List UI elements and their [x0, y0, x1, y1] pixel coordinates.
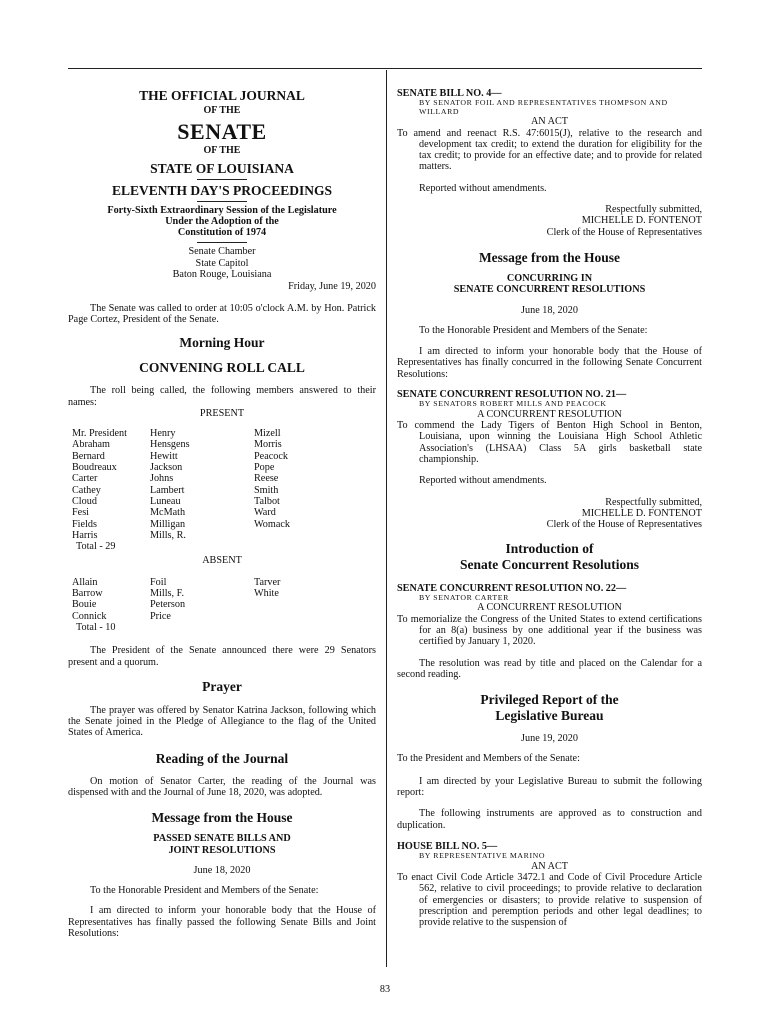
member-name: Mr. President: [72, 428, 127, 440]
member-name: Peacock: [254, 450, 288, 462]
session-date: Friday, June 19, 2020: [288, 281, 376, 293]
message-salutation: To the Honorable President and Members of the Senate:: [90, 885, 319, 897]
member-name: Connick: [72, 610, 107, 622]
member-name: Cathey: [72, 484, 101, 496]
member-name: Mills, F.: [150, 588, 185, 600]
member-name: Henry: [150, 428, 176, 440]
clerk-title-2: Clerk of the House of Representatives: [546, 519, 702, 531]
session-line-3: Constitution of 1974: [177, 227, 267, 239]
title-rule: [197, 179, 247, 180]
called-to-order: The Senate was called to order at 10:05 o'clock A.M. by Hon. Patrick Page Cortez, President of the Senate.: [68, 302, 376, 325]
scr21-text: To commend the Lady Tigers of Benton High School in Benton, Louisiana, upon winning the Louisiana High School Athletic Association's (LHSAA) Class 5A girls basketball state championship.: [397, 420, 702, 466]
scr22-read: The resolution was read by title and placed on the Calendar for a second reading.: [397, 657, 702, 680]
message2-subheading-1: CONCURRING IN: [506, 272, 593, 284]
member-name: Barrow: [72, 588, 103, 600]
sb4-author: BY SENATOR FOIL AND REPRESENTATIVES THOMPSON AND WILLARD: [419, 98, 668, 116]
title-rule-3: [197, 242, 247, 243]
journal-title: THE OFFICIAL JOURNAL: [139, 88, 305, 103]
place-line-1: Senate Chamber: [188, 246, 256, 258]
right-column: [397, 88, 702, 928]
journal-of-the: OF THE: [203, 105, 241, 116]
page-number: 83: [379, 984, 391, 995]
scr22-author: BY SENATOR CARTER: [419, 592, 509, 602]
member-name: Talbot: [254, 495, 280, 507]
member-name: [254, 599, 354, 610]
heading-morning-hour: Morning Hour: [179, 335, 265, 351]
member-name: Smith: [254, 484, 279, 496]
privileged-body-2: The following instruments are approved as to construction and duplication.: [397, 808, 702, 831]
scr21-author: BY SENATORS ROBERT MILLS AND PEACOCK: [419, 399, 607, 409]
message2-body: I am directed to inform your honorable body that the House of Representatives has finally concurred in the following Senate Concurrent Resolutions:: [397, 346, 702, 380]
member-name: Boudreaux: [72, 462, 117, 474]
member-name: Bouie: [72, 599, 97, 611]
member-name: White: [254, 588, 279, 600]
member-name: Allain: [72, 576, 98, 588]
present-label: PRESENT: [199, 407, 245, 419]
absent-label: ABSENT: [202, 555, 242, 567]
member-name: Mills, R.: [150, 529, 186, 541]
absent-total: Total - 10: [76, 621, 116, 633]
title-rule-2: [197, 201, 247, 202]
hb5-act: AN ACT: [530, 860, 569, 872]
scr22-title: SENATE CONCURRENT RESOLUTION NO. 22—: [397, 582, 627, 594]
member-name: Johns: [150, 473, 174, 485]
member-name: Lambert: [150, 484, 185, 496]
member-name: Pope: [254, 462, 275, 474]
member-name: Ward: [254, 507, 276, 519]
session-line-2: Under the Adoption of the: [165, 215, 279, 227]
respectfully-submitted-1: Respectfully submitted,: [605, 204, 702, 216]
respectfully-submitted-2: Respectfully submitted,: [605, 496, 702, 508]
privileged-salutation: To the President and Members of the Senate:: [397, 753, 580, 765]
member-name: Mizell: [254, 428, 281, 440]
present-total: Total - 29: [76, 541, 116, 553]
privileged-body: I am directed by your Legislative Bureau to submit the following report:: [397, 775, 702, 798]
member-name: [254, 611, 354, 622]
reading-text: On motion of Senator Carter, the reading of the Journal was dispensed with and the Journal of June 18, 2020, was adopted.: [68, 775, 376, 798]
journal-state: STATE OF LOUISIANA: [150, 160, 294, 176]
hb5-author: BY REPRESENTATIVE MARINO: [419, 851, 546, 861]
member-name: Morris: [254, 439, 282, 451]
member-name: Luneau: [150, 495, 181, 507]
hb5-title: HOUSE BILL NO. 5—: [397, 840, 498, 852]
message-body: I am directed to inform your honorable body that the House of Representatives has finally passed the following Senate Bills and Joint Resolutions:: [68, 905, 376, 940]
journal-of-the-2: OF THE: [203, 145, 241, 157]
member-name: Fields: [72, 518, 97, 530]
member-name: Carter: [72, 473, 98, 485]
message2-subheading-2: SENATE CONCURRENT RESOLUTIONS: [453, 284, 646, 296]
heading-privileged-report-2: Legislative Bureau: [495, 708, 604, 724]
clerk-name-2: MICHELLE D. FONTENOT: [581, 507, 702, 519]
privileged-date: June 19, 2020: [521, 733, 578, 745]
sb4-title: SENATE BILL NO. 4—: [397, 88, 502, 99]
prayer-text: The prayer was offered by Senator Katrina Jackson, following which the Senate joined in the Pledge of Allegiance to the flag of the United States of America.: [68, 704, 376, 739]
place-line-3: Baton Rouge, Louisiana: [172, 269, 272, 281]
sb4-act: AN ACT: [530, 116, 569, 128]
top-rule: [68, 68, 702, 69]
member-name: Cloud: [72, 495, 97, 507]
journal-senate: SENATE: [177, 119, 267, 145]
heading-roll-call: CONVENING ROLL CALL: [139, 360, 305, 376]
message2-salutation: To the Honorable President and Members of the Senate:: [419, 324, 648, 336]
absent-members: [68, 577, 376, 622]
hb5-text: To enact Civil Code Article 3472.1 and Code of Civil Procedure Article 562, relative to civil proceedings; to provide relative to declaration of emergencies or disasters; to provide relative to suspension of prescription and peremption periods and other legal deadlines; to provide relative to the suspension of: [397, 871, 702, 929]
member-name: Reese: [254, 473, 279, 485]
message2-date: June 18, 2020: [521, 304, 578, 316]
sb4-text: To amend and reenact R.S. 47:6015(J), relative to the research and development tax credit; to extend the duration for eligibility for the tax credit; to provide for an effective date; and to provide for related matters.: [397, 127, 702, 173]
place-line-2: State Capitol: [195, 257, 249, 269]
sb4-reported: Reported without amendments.: [419, 182, 547, 194]
roll-intro: The roll being called, the following members answered to their names:: [68, 385, 376, 408]
member-name: Womack: [254, 518, 290, 530]
member-name: Hensgens: [150, 439, 190, 451]
member-name: McMath: [150, 507, 186, 519]
clerk-title-1: Clerk of the House of Representatives: [546, 226, 702, 238]
member-name: Milligan: [150, 518, 186, 530]
proceedings-day: ELEVENTH DAY'S PROCEEDINGS: [111, 182, 333, 198]
heading-message-house: Message from the House: [151, 810, 293, 826]
present-members: [68, 428, 376, 541]
member-name: Peterson: [150, 599, 186, 611]
member-name: Abraham: [72, 439, 110, 451]
member-name: Fesi: [72, 507, 89, 519]
member-name: Price: [150, 610, 171, 622]
member-name: Bernard: [72, 450, 105, 462]
heading-prayer: Prayer: [202, 678, 242, 694]
clerk-name-1: MICHELLE D. FONTENOT: [581, 215, 702, 227]
message-subheading-1: PASSED SENATE BILLS AND: [153, 833, 291, 845]
left-column: [68, 88, 376, 939]
scr22-text: To memorialize the Congress of the United States to extend certifications for an 8(a) business by one additional year if the business was certified by January 1, 2020.: [397, 613, 702, 648]
member-name: Harris: [72, 529, 98, 541]
session-line-1: Forty-Sixth Extraordinary Session of the Legislature: [107, 204, 337, 216]
member-name: Foil: [150, 576, 167, 588]
heading-message-house-2: Message from the House: [478, 249, 621, 265]
member-name: Jackson: [150, 462, 183, 474]
scr21-reported: Reported without amendments.: [419, 475, 547, 487]
member-name: Tarver: [254, 576, 281, 588]
quorum-text: The President of the Senate announced there were 29 Senators present and a quorum.: [68, 645, 376, 668]
heading-reading-journal: Reading of the Journal: [155, 750, 289, 766]
heading-introduction-1: Introduction of: [505, 540, 594, 556]
member-name: [254, 530, 354, 541]
member-name: Hewitt: [150, 450, 178, 462]
scr21-act: A CONCURRENT RESOLUTION: [477, 408, 622, 420]
scr21-title: SENATE CONCURRENT RESOLUTION NO. 21—: [397, 389, 627, 401]
message-subheading-2: JOINT RESOLUTIONS: [168, 844, 276, 856]
heading-introduction-2: Senate Concurrent Resolutions: [459, 556, 639, 572]
scr22-act: A CONCURRENT RESOLUTION: [477, 602, 622, 614]
heading-privileged-report-1: Privileged Report of the: [480, 692, 619, 708]
message-date: June 18, 2020: [193, 864, 251, 876]
column-divider: [386, 70, 387, 967]
